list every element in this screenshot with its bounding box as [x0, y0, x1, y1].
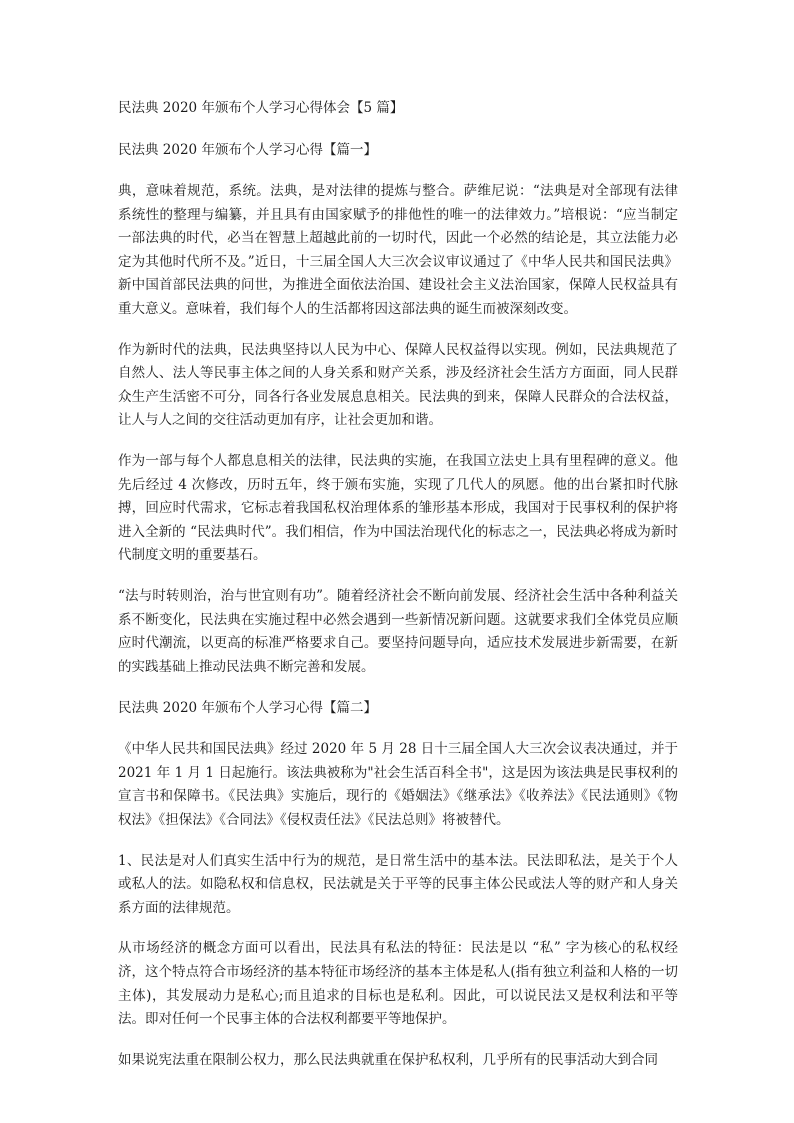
document-page: [118, 96, 678, 1089]
paragraph: 《中华人民共和国民法典》经过 2020 年 5 月 28 日十三届全国人大三次会议表决通过，并于 2021 年 1 月 1 日起施行。该法典被称为"社会生活百科全书"，这是因为该法典是民事权利的宣言书和保障书。《民法典》实施后，现行的《婚姻法》《继承法》《收养法》《民法通则》《物权法》《担保法》《合同法》《侵权责任法》《民法总则》将被替代。: [118, 741, 678, 829]
paragraph: “法与时转则治，治与世宜则有功”。随着经济社会不断向前发展、经济社会生活中各种利益关系不断变化，民法典在实施过程中必然会遇到一些新情况新问题。这就要求我们全体党员应顺应时代潮流，以更高的标准严格要求自己。要坚持问题导向，适应技术发展进步新需要，在新的实践基础上推动民法典不断完善和发展。: [118, 587, 678, 675]
section-heading-2: 民法典 2020 年颁布个人学习心得【篇二】: [118, 700, 377, 717]
paragraph: 1、民法是对人们真实生活中行为的规范，是日常生活中的基本法。民法即私法，是关于个人或私人的法。如隐私权和信息权，民法就是关于平等的民事主体公民或法人等的财产和人身关系方面的法律规范。: [118, 852, 678, 916]
paragraph: 典，意味着规范，系统。法典，是对法律的提炼与整合。萨维尼说：“法典是对全部现有法律系统性的整理与编纂，并且具有由国家赋予的排他性的唯一的法律效力。”培根说：“应当制定一部法典的时代，必当在智慧上超越此前的一切时代，因此一个必然的结论是，其立法能力必定为其他时代所不及。”近日，十三届全国人大三次会议审议通过了《中华人民共和国民法典》新中国首部民法典的问世，为推进全面依法治国、建设社会主义法治国家，保障人民权益具有重大意义。意味着，我们每个人的生活都将因这部法典的诞生而被深刻改变。: [118, 183, 678, 317]
paragraph: 从市场经济的概念方面可以看出，民法具有私法的特征：民法是以 “私” 字为核心的私权经济，这个特点符合市场经济的基本特征市场经济的基本主体是私人(指有独立利益和人格的一切主体)，其发展动力是私心;而且追求的目标也是私利。因此，可以说民法又是权利法和平等法。即对任何一个民事主体的合法权利都要平等地保护。: [118, 940, 678, 1028]
section-heading-1: 民法典 2020 年颁布个人学习心得【篇一】: [118, 142, 377, 158]
paragraph: 作为一部与每个人都息息相关的法律，民法典的实施，在我国立法史上具有里程碑的意义。他先后经过 4 次修改，历时五年，终于颁布实施，实现了几代人的夙愿。他的出台紧扣时代脉搏，回应时代需求，它标志着我国私权治理体系的雏形基本形成，我国对于民事权利的保护将进入全新的 “民法典时代”。我们相信，作为中国法治现代化的标志之一，民法典必将成为新时代制度文明的重要基石。: [118, 452, 678, 564]
paragraph: 作为新时代的法典，民法典坚持以人民为中心、保障人民权益得以实现。例如，民法典规范了自然人、法人等民事主体之间的人身关系和财产关系，涉及经济社会生活方方面面，同人民群众生产生活密不可分，同各行各业发展息息相关。民法典的到来，保障人民群众的合法权益，让人与人之间的交往活动更加有序，让社会更加和谐。: [118, 341, 678, 429]
document-title: 民法典 2020 年颁布个人学习心得体会【5 篇】: [118, 100, 404, 116]
paragraph: 如果说宪法重在限制公权力，那么民法典就重在保护私权利，几乎所有的民事活动大到合同: [118, 1051, 658, 1068]
